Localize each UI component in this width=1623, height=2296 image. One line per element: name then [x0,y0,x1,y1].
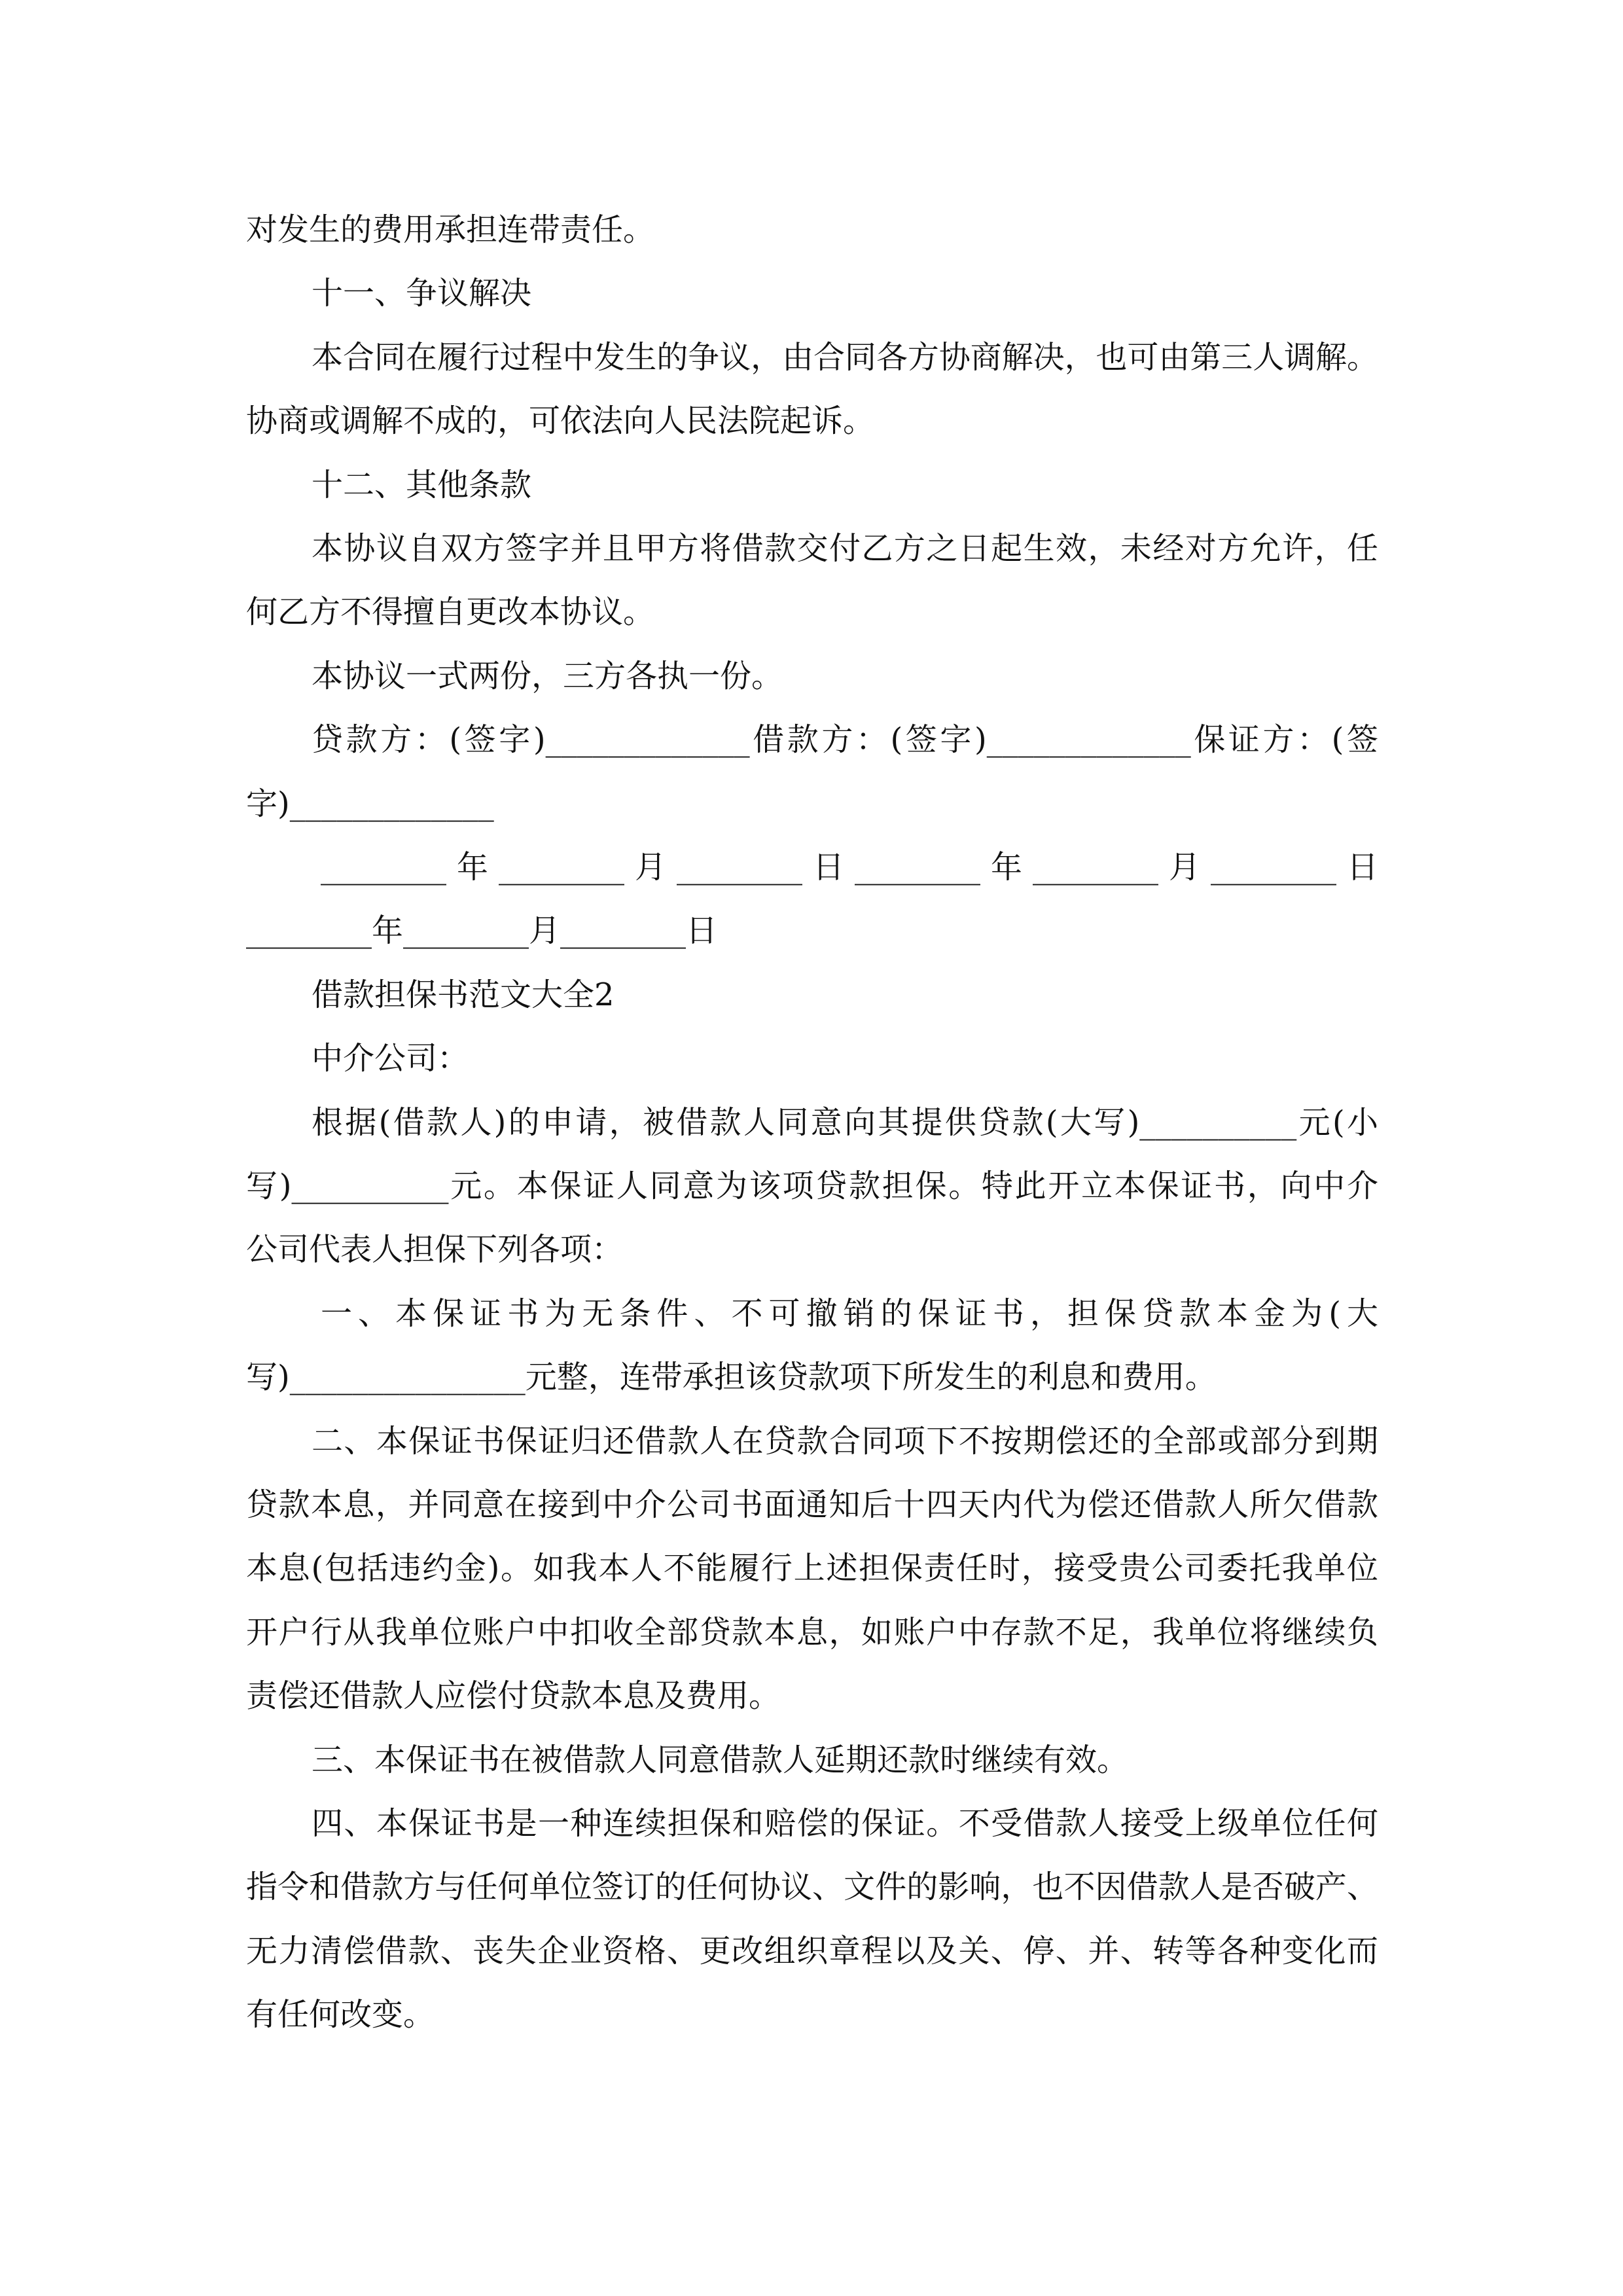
text-line: 写)_______________元整，连带承担该贷款项下所发生的利息和费用。 [246,1359,1217,1396]
text-line: 开户行从我单位账户中扣收全部贷款本息，如账户中存款不足，我单位将继续负 [246,1613,1378,1651]
text-line: 公司代表人担保下列各项： [246,1231,624,1268]
text-line: 根据(借款人)的申请，被借款人同意向其提供贷款(大写)__________元(小 [312,1103,1378,1141]
text-line: 责偿还借款人应偿付贷款本息及费用。 [246,1677,781,1715]
addressee: 中介公司： [312,1040,469,1077]
section-heading: 十二、其他条款 [312,466,532,503]
text-line: 有任何改变。 [246,1996,435,2034]
text-line: 本协议一式两份，三方各执一份。 [312,657,783,694]
text-line: 对发生的费用承担连带责任。 [246,211,655,248]
document-title: 借款担保书范文大全2 [312,976,615,1013]
text-line: 何乙方不得擅自更改本协议。 [246,594,655,631]
section-heading: 十一、争议解决 [312,275,532,312]
text-line: 指令和借款方与任何单位签订的任何协议、文件的影响，也不因借款人是否破产、 [246,1869,1378,1906]
text-line: 无力清偿借款、丧失企业资格、更改组织章程以及关、停、并、转等各种变化而 [246,1932,1378,1969]
date-line: ________年________月________日________年________月________日 [321,849,1378,886]
text-line: 四、本保证书是一种连续担保和赔偿的保证。不受借款人接受上级单位任何 [312,1805,1378,1842]
text-line: 三、本保证书在被借款人同意借款人延期还款时继续有效。 [312,1741,1129,1778]
text-line: 本合同在履行过程中发生的争议，由合同各方协商解决，也可由第三人调解。 [312,338,1379,376]
text-line: 本协议自双方签字并且甲方将借款交付乙方之日起生效，未经对方允许，任 [312,530,1378,567]
signature-line: 字)_____________ [246,785,494,822]
text-line: 协商或调解不成的，可依法向人民法院起诉。 [246,403,875,440]
date-line: ________年________月________日 [246,912,718,950]
text-line: 本息(包括违约金)。如我本人不能履行上述担保责任时，接受贵公司委托我单位 [246,1550,1378,1587]
text-line: 贷款本息，并同意在接到中介公司书面通知后十四天内代为偿还借款人所欠借款 [246,1486,1378,1523]
text-line: 写)__________元。本保证人同意为该项贷款担保。特此开立本保证书，向中介 [246,1168,1378,1204]
text-line: 二、本保证书保证归还借款人在贷款合同项下不按期偿还的全部或部分到期 [312,1422,1378,1460]
text-line: 一、本保证书为无条件、不可撤销的保证书，担保贷款本金为(大 [321,1295,1378,1332]
signature-line: 贷款方：(签字)_____________借款方：(签字)_____________保证方：(签 [312,721,1378,759]
